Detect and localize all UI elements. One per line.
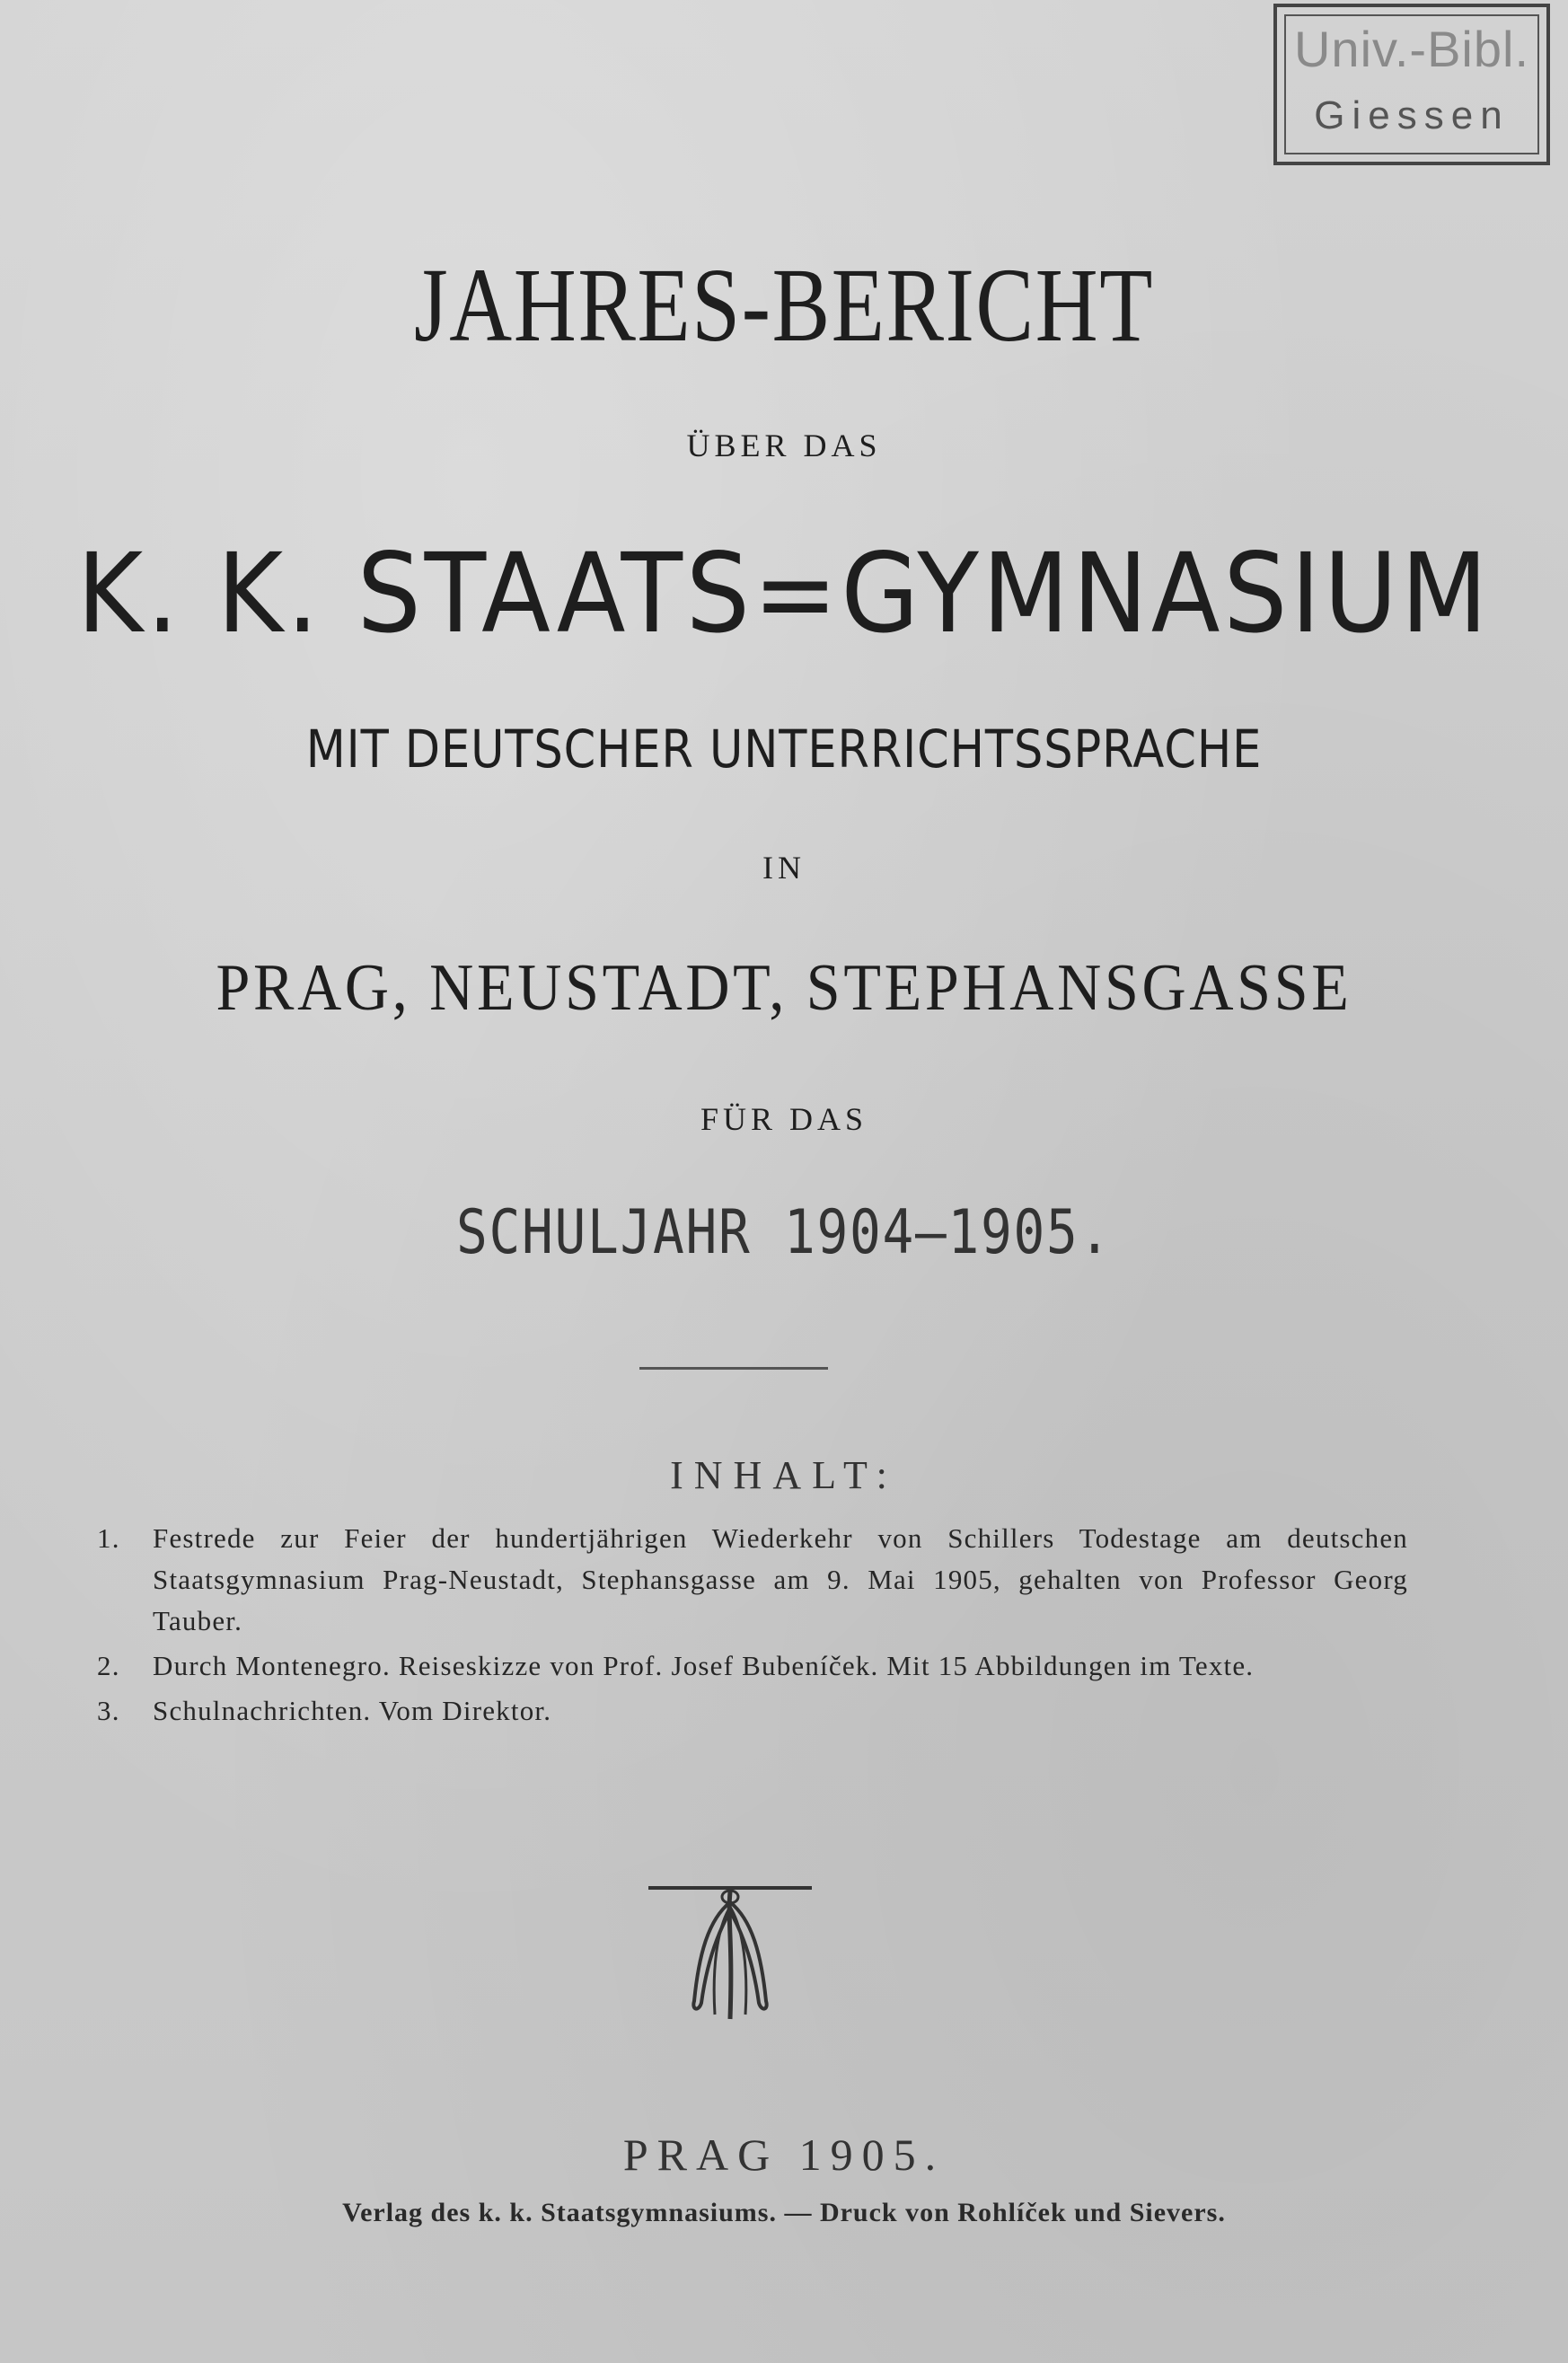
library-stamp-line-2: Giessen: [1314, 93, 1510, 137]
library-stamp: [1273, 4, 1550, 165]
contents-item: [97, 1518, 1408, 1642]
institution-name: K. K. STAATS=GYMNASIUM: [76, 530, 1492, 657]
contents-list: [97, 1518, 1408, 1735]
fuer-das-text: FÜR DAS: [700, 1101, 868, 1137]
over-das-text: ÜBER DAS: [686, 428, 882, 463]
library-stamp-line-1: Univ.-Bibl.: [1293, 21, 1529, 77]
contents-heading: INHALT:: [670, 1453, 898, 1497]
contents-item-number: 3.: [97, 1695, 120, 1726]
report-title: JAHRES-BERICHT: [414, 246, 1154, 364]
contents-item: [97, 1645, 1408, 1687]
contents-item: [97, 1690, 1408, 1732]
contents-item-text: Festrede zur Feier der hundertjährigen Wiederkehr von Schillers Todestage am deutschen Staatsgymnasium Prag-Neustadt, Stephansgasse am 9. Mai 1905, gehalten von Professor Georg Tauber.: [153, 1522, 1408, 1636]
language-line: MIT DEUTSCHER UNTERRICHTSSPRACHE: [305, 719, 1263, 780]
school-year: SCHULJAHR 1904—1905.: [456, 1197, 1112, 1268]
contents-item-text: Durch Montenegro. Reiseskizze von Prof. Josef Bubeníček. Mit 15 Abbildungen im Texte.: [153, 1650, 1255, 1681]
contents-item-text: Schulnachrichten. Vom Direktor.: [153, 1695, 552, 1726]
imprint-publisher: Verlag des k. k. Staatsgymnasiums. — Druck von Rohlíček und Sievers.: [342, 2198, 1226, 2227]
school-address: PRAG, NEUSTADT, STEPHANSGASSE: [216, 951, 1352, 1025]
imprint-city-year: PRAG 1905.: [622, 2129, 946, 2180]
floral-ornament-icon: [645, 1884, 815, 2028]
divider-rule: [639, 1367, 828, 1370]
in-text: IN: [762, 850, 806, 886]
contents-item-number: 1.: [97, 1522, 120, 1554]
contents-item-number: 2.: [97, 1650, 120, 1681]
